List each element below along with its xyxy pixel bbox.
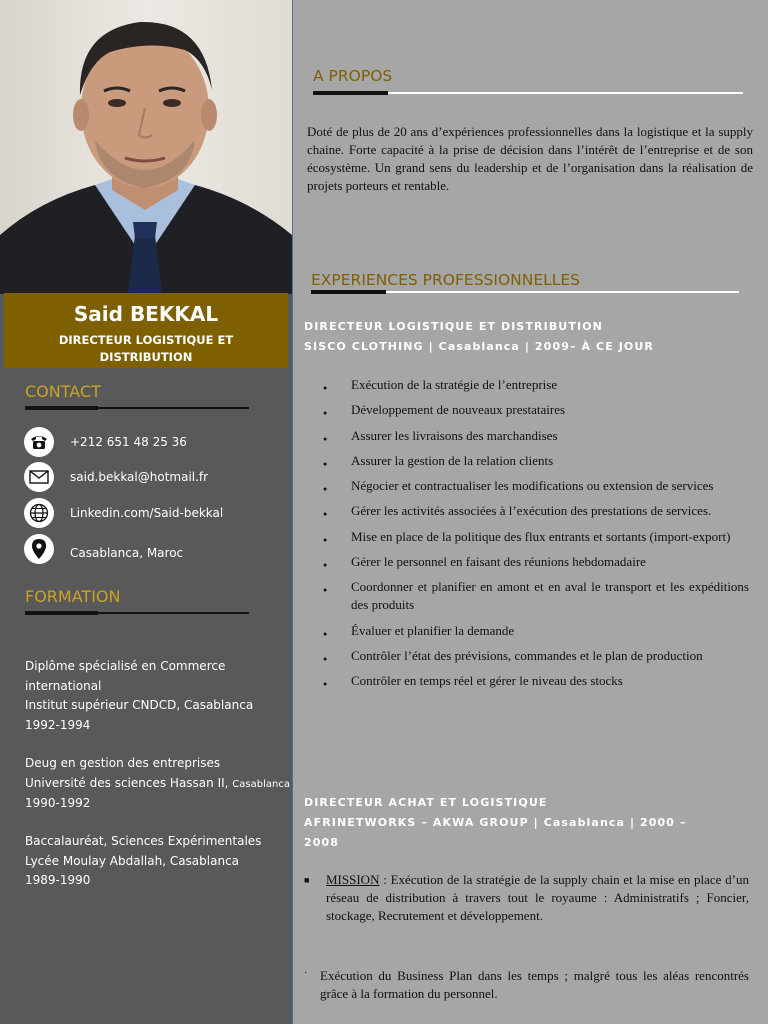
job-2-company-end: 2008	[304, 836, 340, 849]
apropos-divider	[313, 92, 743, 94]
list-item: ● Assurer la gestion de la relation clients	[323, 452, 749, 470]
list-item: ● Contrôler en temps réel et gérer le niveau des stocks	[323, 672, 749, 690]
formation-school-line	[25, 774, 290, 795]
formation-degree: Diplôme spécialisé en Commerce international	[25, 659, 226, 693]
job-1-company: SISCO CLOTHING | Casablanca | 2009– À CE JOUR	[304, 340, 654, 353]
formation-degree: Deug en gestion des entreprises	[25, 756, 221, 770]
list-item: ● Gérer les activités associées à l’exécution des prestations de services.	[323, 502, 749, 520]
experience-divider	[311, 291, 739, 293]
globe-icon	[24, 498, 54, 528]
job-2-company: AFRINETWORKS – AKWA GROUP | Casablanca | 2000 –	[304, 816, 687, 829]
job-2-role: DIRECTEUR ACHAT ET LOGISTIQUE	[304, 796, 548, 809]
list-item: ● Contrôler l’état des prévisions, commandes et le plan de production	[323, 647, 749, 665]
profile-photo	[0, 0, 292, 294]
contact-phone[interactable]	[24, 427, 187, 457]
linkedin-link: Linkedin.com/Said-bekkal	[70, 506, 224, 520]
formation-heading: FORMATION	[25, 587, 121, 606]
mission-text: : Exécution de la stratégie de la supply chain et la mise en place d’un réseau de distribution à travers tout le royaume : Administratifs ; Foncier, stockage, Recrutement et développement.	[326, 872, 749, 923]
formation-city: Casablanca	[232, 778, 290, 790]
list-item: ● Évaluer et planifier la demande	[323, 622, 749, 640]
list-item: ● Négocier et contractualiser les modifications ou extension de services	[323, 477, 749, 495]
formation-item-1	[25, 657, 290, 735]
candidate-name: Said BEKKAL	[73, 302, 219, 326]
formation-years: 1992-1994	[25, 717, 91, 732]
envelope-icon	[24, 462, 54, 492]
formation-item-3	[25, 832, 290, 891]
contact-heading: CONTACT	[25, 382, 101, 401]
apropos-text: Doté de plus de 20 ans d’expériences professionnelles dans la logistique et la supply chaine. Forte capacité à la prise de décision dans l’intérêt de l’entreprise et de son écosystème. Un grand sens du leadership et de l’organisation dans la réalisation de projets porteurs et rentable.	[307, 124, 753, 193]
formation-school: Université des sciences Hassan II,	[25, 775, 229, 790]
formation-item-2	[25, 754, 290, 814]
candidate-title: DIRECTEUR LOGISTIQUE ET DISTRIBUTION	[58, 333, 234, 364]
job-2-point-text: Exécution du Business Plan dans les temps ; malgré tous les aléas rencontrés grâce à la formation du personnel.	[320, 968, 749, 1001]
name-banner	[4, 293, 288, 368]
contact-divider	[25, 407, 249, 409]
formation-school: Institut supérieur CNDCD, Casablanca	[25, 698, 254, 712]
phone-number: +212 651 48 25 36	[70, 435, 187, 449]
formation-years: 1990-1992	[25, 796, 91, 810]
job-2-mission	[304, 871, 749, 925]
job-1-task-list	[323, 376, 749, 698]
job-1-role: DIRECTEUR LOGISTIQUE ET DISTRIBUTION	[304, 320, 603, 333]
job-2-point	[304, 967, 749, 1003]
contact-email[interactable]	[24, 462, 208, 492]
list-item: ● Développement de nouveaux prestataires	[323, 401, 749, 419]
apropos-heading: A PROPOS	[313, 67, 393, 85]
formation-divider	[25, 612, 249, 614]
contact-linkedin[interactable]	[24, 498, 223, 528]
formation-years: 1989-1990	[25, 873, 91, 887]
location-text: Casablanca, Maroc	[70, 546, 184, 560]
list-item: ● Coordonner et planifier en amont et en aval le transport et les expéditions des produits	[323, 578, 749, 614]
list-item: ● Assurer les livraisons des marchandises	[323, 427, 749, 445]
formation-degree: Baccalauréat, Sciences Expérimentales	[25, 834, 262, 848]
left-sidebar	[0, 0, 292, 1024]
mission-label: MISSION	[326, 872, 380, 887]
location-pin-icon	[24, 534, 54, 564]
dot-bullet-icon: ·	[304, 968, 308, 979]
list-item: ● Gérer le personnel en faisant des réunions hebdomadaire	[323, 553, 749, 571]
formation-school: Lycée Moulay Abdallah, Casablanca	[25, 853, 240, 868]
experience-heading: EXPERIENCES PROFESSIONNELLES	[311, 271, 581, 289]
contact-location	[24, 534, 183, 564]
job-1-header	[304, 317, 654, 357]
square-bullet-icon: ■	[304, 875, 310, 885]
list-item: ● Mise en place de la politique des flux entrants et sortants (import-export)	[323, 528, 749, 546]
main-content	[292, 0, 768, 1024]
phone-icon	[24, 427, 54, 457]
list-item: ● Exécution de la stratégie de l’entreprise	[323, 376, 749, 394]
job-2-header	[304, 793, 687, 853]
email-address: said.bekkal@hotmail.fr	[70, 470, 209, 484]
